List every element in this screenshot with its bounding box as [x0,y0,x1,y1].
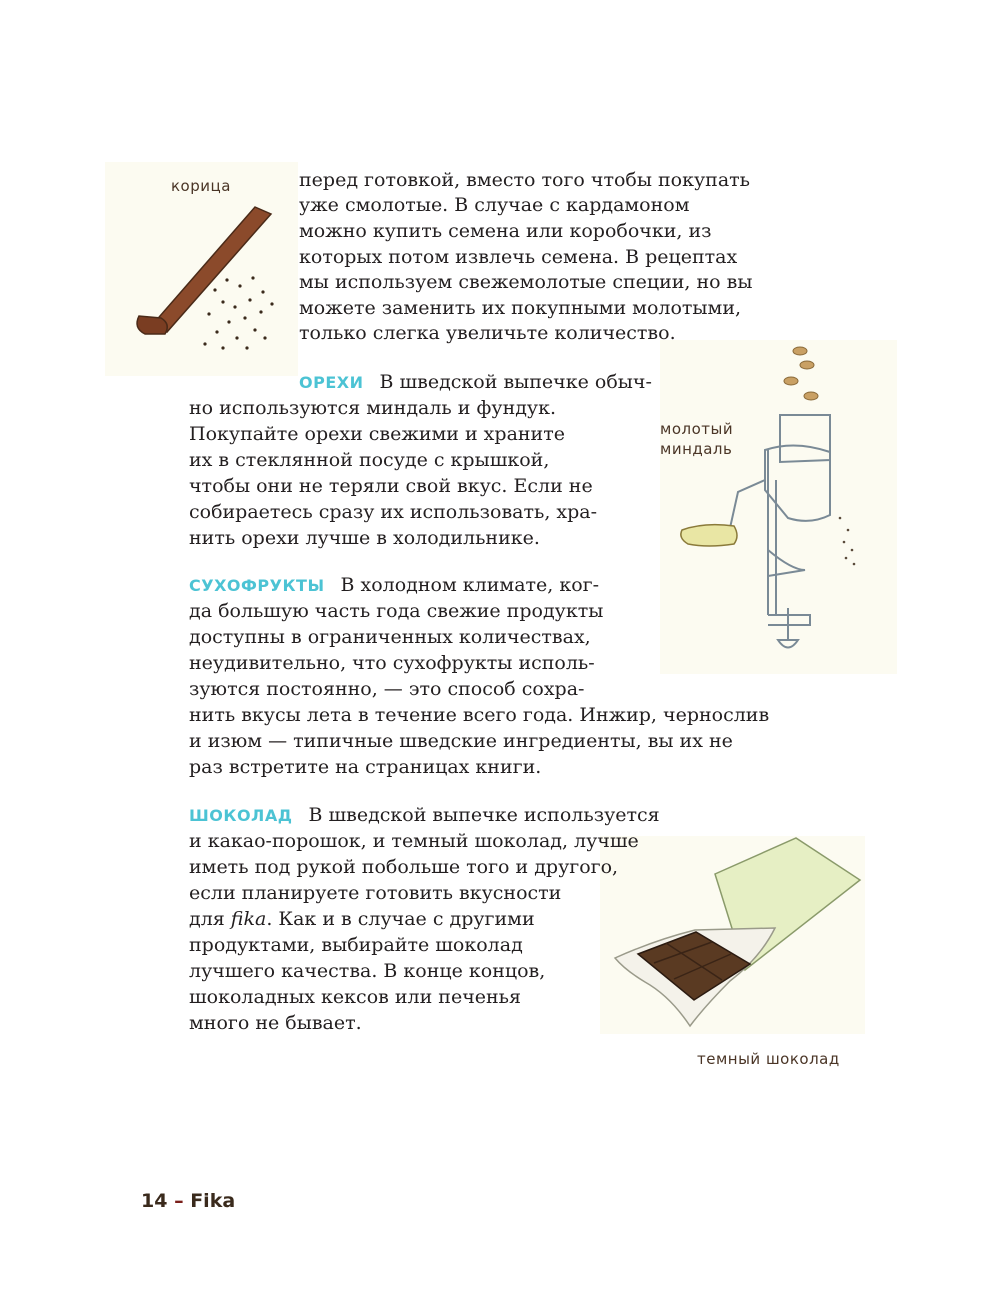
nuts-heading: ОРЕХИ [299,373,364,392]
chocolate-line: шоколадных кексов или печенья [189,986,522,1008]
chocolate-label: темный шоколад [697,1050,840,1068]
dried-fruits-line: и изюм — типичные шведские ингредиенты, вы их не [189,730,733,752]
intro-line: уже смолотые. В случае с кардамоном [299,194,690,216]
cinnamon-illustration [105,162,298,376]
dried-fruits-heading: СУХОФРУКТЫ [189,576,325,595]
chocolate-line: продуктами, выбирайте шоколад [189,934,523,956]
cinnamon-stick-icon [105,162,298,376]
fika-pre-text: для [189,908,231,930]
dried-fruits-line: доступны в ограниченных количествах, [189,626,591,648]
cinnamon-label: корица [171,177,231,195]
chocolate-line: иметь под рукой побольше того и другого, [189,856,619,878]
nuts-first-line [299,370,652,396]
chocolate-first-line [189,803,660,829]
intro-line: можете заменить их покупными молотыми, [299,297,742,319]
dried-fruits-line: раз встретите на страницах книги. [189,756,542,778]
intro-line: которых потом извлечь семена. В рецептах [299,246,738,268]
nuts-line: их в стеклянной посуде с крышкой, [189,449,550,471]
chocolate-line: лучшего качества. В конце концов, [189,960,546,982]
dried-fruits-line: да большую часть года свежие продукты [189,600,604,622]
chocolate-first-text: В шведской выпечке используется [308,804,660,826]
nuts-line: Покупайте орехи свежими и храните [189,423,565,445]
nuts-line: собираетесь сразу их использовать, хра- [189,501,598,523]
chocolate-fika-line [189,907,535,933]
intro-line: мы используем свежемолотые специи, но вы [299,271,753,293]
dried-fruits-line: зуются постоянно, — это способ сохра- [189,678,585,700]
almond-grinder-illustration [660,340,897,674]
chocolate-bar-icon [600,836,865,1034]
chocolate-line: много не бывает. [189,1012,362,1034]
nuts-line: но используются миндаль и фундук. [189,397,557,419]
page-number: 14 [141,1190,168,1212]
intro-line: можно купить семена или коробочки, из [299,220,712,242]
chocolate-line: и какао-порошок, и темный шоколад, лучше [189,830,639,852]
chocolate-line: если планируете готовить вкусности [189,882,562,904]
fika-post-text: . Как и в случае с другими [266,908,535,930]
fika-word: fika [230,908,267,930]
grinder-label-line1: молотый [660,420,734,438]
nuts-first-text: В шведской выпечке обыч- [379,371,652,393]
dried-fruits-first-text: В холодном климате, ког- [340,574,600,596]
intro-line: перед готовкой, вместо того чтобы покупать [299,169,750,191]
chocolate-heading: ШОКОЛАД [189,806,293,825]
grinder-label-line2: миндаль [660,440,733,458]
intro-line: только слегка увеличьте количество. [299,322,676,344]
chocolate-illustration [600,836,865,1034]
nuts-line: нить орехи лучше в холодильнике. [189,527,540,549]
dried-fruits-line: неудивительно, что сухофрукты исполь- [189,652,595,674]
nuts-line: чтобы они не теряли свой вкус. Если не [189,475,593,497]
page-footer [141,1190,235,1212]
dried-fruits-line: нить вкусы лета в течение всего года. Инжир, чернослив [189,704,770,726]
grinder-icon [660,340,897,674]
footer-dash: – [174,1190,184,1212]
dried-fruits-first-line [189,573,599,599]
book-title: Fika [190,1190,236,1212]
